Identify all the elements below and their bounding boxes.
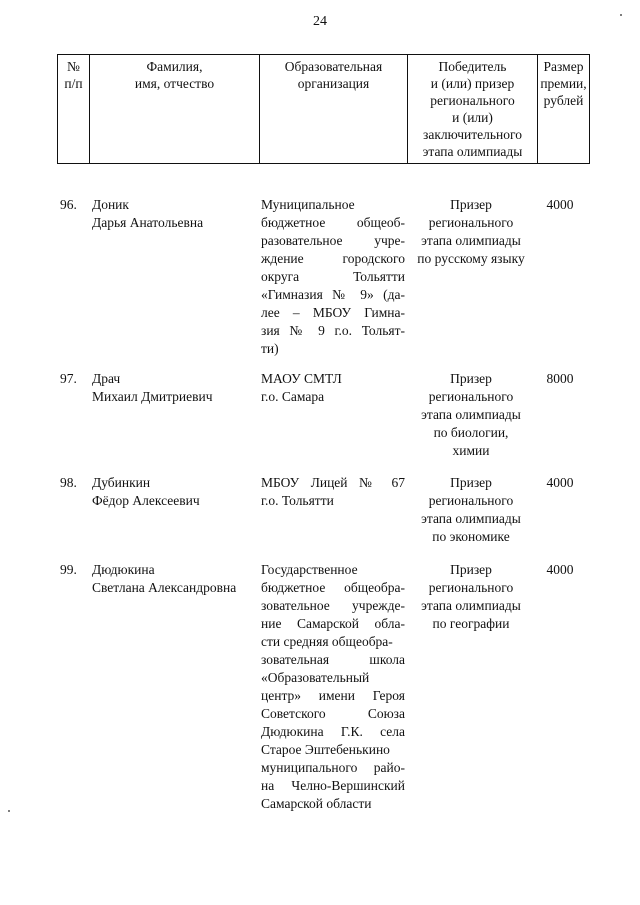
status-line: Призер xyxy=(450,475,492,490)
surname: Дубинкин xyxy=(92,475,151,490)
surname: Доник xyxy=(92,197,129,212)
org-line: округа Тольятти xyxy=(261,269,405,284)
award-status xyxy=(406,561,536,633)
organization xyxy=(261,561,405,813)
prize-amount: 4000 xyxy=(546,475,574,490)
prize-amount: 4000 xyxy=(546,562,574,577)
header-status-line: и (или) призер xyxy=(430,76,515,91)
org-line: ти) xyxy=(261,341,279,356)
org-line: разовательное учре- xyxy=(261,233,405,248)
organization xyxy=(261,474,405,510)
org-line: «Образовательный xyxy=(261,670,370,685)
status-line: регионального xyxy=(428,215,514,230)
header-org-line: организация xyxy=(297,76,370,91)
org-line: на Челно-Вершинский xyxy=(261,778,405,793)
status-line: этапа олимпиады xyxy=(421,407,521,422)
status-line: регионального xyxy=(428,389,514,404)
status-line: Призер xyxy=(450,562,492,577)
org-line: МАОУ СМТЛ xyxy=(261,371,342,386)
header-status-line: Победитель xyxy=(438,59,507,74)
prize-amount: 4000 xyxy=(546,197,574,212)
org-line: зовательное учрежде- xyxy=(261,598,405,613)
org-line: бюджетное общеобра- xyxy=(261,580,405,595)
org-line: МБОУ Лицей № 67 xyxy=(261,475,405,490)
given-names: Дарья Анатольевна xyxy=(92,215,204,230)
org-line: Советского Союза xyxy=(261,706,405,721)
organization xyxy=(261,196,405,358)
header-status-line: регионального xyxy=(430,93,515,108)
org-line: сти средняя общеобра- xyxy=(261,634,393,649)
organization xyxy=(261,370,405,406)
scan-speck xyxy=(8,810,10,812)
org-line: зия № 9 г.о. Тольят- xyxy=(261,323,405,338)
page-number: 24 xyxy=(313,14,327,29)
org-line: Государственное xyxy=(261,562,358,577)
status-line: этапа олимпиады xyxy=(421,233,521,248)
table-header xyxy=(57,54,590,164)
header-status-line: этапа олимпиады xyxy=(422,144,523,159)
header-name-line: имя, отчество xyxy=(134,76,215,91)
status-line: Призер xyxy=(450,197,492,212)
status-line: по русскому языку xyxy=(417,251,525,266)
org-line: центр» имени Героя xyxy=(261,688,405,703)
org-line: ние Самарской обла- xyxy=(261,616,405,631)
surname: Дюдюкина xyxy=(92,562,155,577)
header-org-cell xyxy=(260,55,408,164)
header-num-line: п/п xyxy=(64,76,83,91)
header-status-line: заключительного xyxy=(423,127,522,142)
header-amount-line: Размер xyxy=(543,59,584,74)
status-line: этапа олимпиады xyxy=(421,598,521,613)
header-num-line: № xyxy=(67,59,80,74)
person-name xyxy=(92,474,262,510)
award-status xyxy=(406,196,536,268)
award-status xyxy=(406,474,536,546)
org-line: муниципального райо- xyxy=(261,760,405,775)
person-name xyxy=(92,196,262,232)
org-line: Муниципальное xyxy=(261,197,355,212)
header-num-cell xyxy=(58,55,90,164)
status-line: по географии xyxy=(432,616,510,631)
given-names: Михаил Дмитриевич xyxy=(92,389,213,404)
header-org-line: Образовательная xyxy=(284,59,383,74)
header-amount-line: премии, xyxy=(540,76,587,91)
row-number: 98. xyxy=(60,475,77,490)
org-line: г.о. Самара xyxy=(261,389,325,404)
header-name-line: Фамилия, xyxy=(146,59,203,74)
org-line: ждение городского xyxy=(261,251,405,266)
prize-amount: 8000 xyxy=(546,371,574,386)
row-number: 99. xyxy=(60,562,77,577)
person-name xyxy=(92,370,262,406)
status-line: по биологии, xyxy=(433,425,509,440)
row-number: 97. xyxy=(60,371,77,386)
org-line: Дюдюкина Г.К. села xyxy=(261,724,405,739)
org-line: Самарской области xyxy=(261,796,372,811)
status-line: по экономике xyxy=(432,529,510,544)
header-amount-cell xyxy=(538,55,590,164)
org-line: г.о. Тольятти xyxy=(261,493,334,508)
org-line: зовательная школа xyxy=(261,652,405,667)
header-status-line: и (или) xyxy=(452,110,493,125)
status-line: регионального xyxy=(428,580,514,595)
row-number: 96. xyxy=(60,197,77,212)
surname: Драч xyxy=(92,371,121,386)
given-names: Светлана Александровна xyxy=(92,580,237,595)
org-line: Старое Эштебенькино xyxy=(261,742,390,757)
status-line: химии xyxy=(452,443,490,458)
status-line: Призер xyxy=(450,371,492,386)
header-status-cell xyxy=(408,55,538,164)
org-line: «Гимназия № 9» (да- xyxy=(261,287,405,302)
status-line: этапа олимпиады xyxy=(421,511,521,526)
org-line: лее – МБОУ Гимна- xyxy=(261,305,405,320)
status-line: регионального xyxy=(428,493,514,508)
header-name-cell xyxy=(90,55,260,164)
award-status xyxy=(406,370,536,460)
header-amount-line: рублей xyxy=(543,93,584,108)
org-line: бюджетное общеоб- xyxy=(261,215,405,230)
scan-speck xyxy=(620,14,622,16)
person-name xyxy=(92,561,262,597)
given-names: Фёдор Алексеевич xyxy=(92,493,200,508)
